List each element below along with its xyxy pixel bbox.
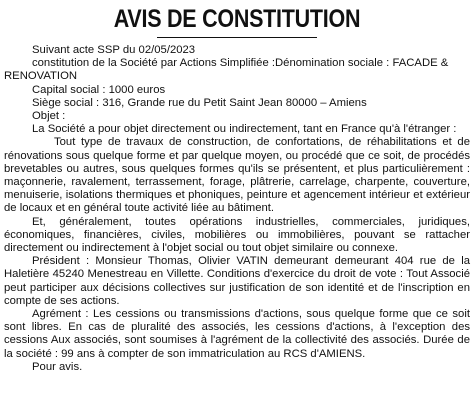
capital-line: Capital social : 1000 euros <box>32 83 166 96</box>
acte-line: Suivant acte SSP du 02/05/2023 <box>32 44 196 56</box>
objet-label: Objet : <box>32 110 66 123</box>
objet-travaux-paragraph: Tout type de travaux de construction, de confortations, de réhabilitations et de rénovations sous quelque forme et par quelque moyen, ou procédé que ce soit, de procédés brevetables ou autres, sous quelques formes qu'ils se présentent, et plus particulièrement : maçonnerie, ravalement, terrassement, forage, plâtrerie, carrelage, charpente, couverture, menuiserie, isolations thermiques et phoniques, peinture et agencement intérieur et extérieur de locaux et en général toute activité liée au bâtiment. <box>4 136 470 215</box>
objet-general-paragraph: Et, généralement, toutes opérations industrielles, commerciales, juridiques, économiques, financières, civiles, mobilières ou immobilières, pouvant se rattacher directement ou indirectement à l'objet social ou tout objet similaire ou connexe. <box>4 215 470 255</box>
notice-title: AVIS DE CONSTITUTION <box>113 5 361 33</box>
agrement-paragraph: Agrément : Les cessions ou transmissions d'actions, sous quelque forme que ce soit sont libres. En cas de pluralité des associés, les cessions d'actions, à l'exception des cessions Aux associés, sont soumises à l'agrément de la collectivité des associés. Durée de la société : 99 ans à compter de son immatriculation au RCS d'AMIENS. <box>4 308 470 360</box>
legal-notice <box>4 5 470 374</box>
siege-line: Siège social : 316, Grande rue du Petit Saint Jean 80000 – Amiens <box>32 96 367 109</box>
title-underline <box>157 37 317 38</box>
notice-body <box>4 44 470 374</box>
closing-line: Pour avis. <box>32 360 83 373</box>
objet-intro: La Société a pour objet directement ou indirectement, tant en France qu'à l'étranger : <box>32 123 457 136</box>
constitution-paragraph: constitution de la Société par Actions Simplifiée :Dénomination sociale : FACADE & RENOVATION <box>4 57 449 83</box>
president-paragraph: Président : Monsieur Thomas, Olivier VATIN demeurant demeurant 404 rue de la Haletière 45240 Menestreau en Villette. Conditions d'exercice du droit de vote : Tout Associé peut participer aux décisions collectives sur justification de son identité et de l'inscription en compte de ses actions. <box>4 255 470 307</box>
